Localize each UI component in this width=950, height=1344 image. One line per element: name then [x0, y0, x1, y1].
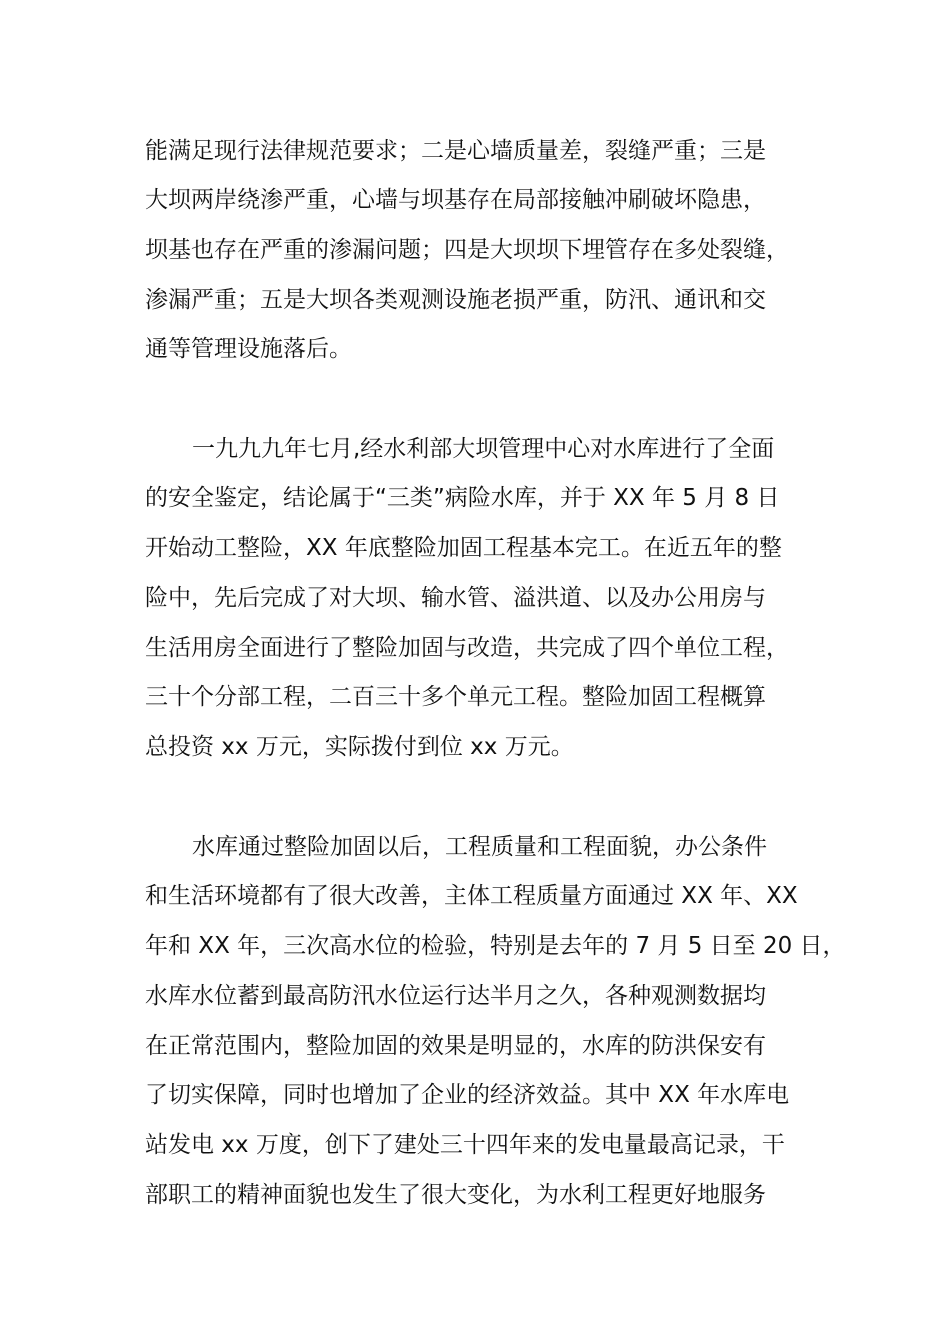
paragraph-1-line-3: 坝基也存在严重的渗漏问题；四是大坝坝下埋管存在多处裂缝，: [145, 237, 789, 263]
paragraph-3-line-3: 年和 XX 年，三次高水位的检验，特别是去年的 7 月 5 日至 20 日，: [145, 933, 846, 959]
paragraph-1-line-1: 能满足现行法律规范要求；二是心墙质量差，裂缝严重；三是: [145, 138, 766, 164]
paragraph-2-line-1: 一九九九年七月,经水利部大坝管理中心对水库进行了全面: [192, 436, 775, 462]
paragraph-2-line-4: 险中，先后完成了对大坝、输水管、溢洪道、以及办公用房与: [145, 585, 766, 611]
paragraph-2-line-5: 生活用房全面进行了整险加固与改造，共完成了四个单位工程，: [145, 635, 789, 661]
paragraph-1-line-4: 渗漏严重；五是大坝各类观测设施老损严重，防汛、通讯和交: [145, 287, 766, 313]
paragraph-3-line-7: 站发电 xx 万度，创下了建处三十四年来的发电量最高记录，干: [145, 1132, 785, 1158]
paragraph-2-line-7: 总投资 xx 万元，实际拨付到位 xx 万元。: [145, 734, 574, 760]
paragraph-1-line-2: 大坝两岸绕渗严重，心墙与坝基存在局部接触冲刷破坏隐患，: [145, 187, 766, 213]
paragraph-2-line-2: 的安全鉴定，结论属于“三类”病险水库，并于 XX 年 5 月 8 日: [145, 485, 780, 511]
paragraph-3-line-8: 部职工的精神面貌也发生了很大变化，为水利工程更好地服务: [145, 1182, 766, 1208]
paragraph-3-line-4: 水库水位蓄到最高防汛水位运行达半月之久，各种观测数据均: [145, 983, 766, 1009]
paragraph-3-line-2: 和生活环境都有了很大改善，主体工程质量方面通过 XX 年、XX: [145, 883, 798, 909]
paragraph-3-line-1: 水库通过整险加固以后，工程质量和工程面貌，办公条件: [192, 834, 767, 860]
paragraph-3-line-6: 了切实保障，同时也增加了企业的经济效益。其中 XX 年水库电: [145, 1082, 790, 1108]
paragraph-2-line-6: 三十个分部工程，二百三十多个单元工程。整险加固工程概算: [145, 684, 766, 710]
paragraph-3-line-5: 在正常范围内，整险加固的效果是明显的，水库的防洪保安有: [145, 1033, 766, 1059]
paragraph-2-line-3: 开始动工整险，XX 年底整险加固工程基本完工。在近五年的整: [145, 535, 782, 561]
paragraph-1-line-5: 通等管理设施落后。: [145, 336, 352, 362]
